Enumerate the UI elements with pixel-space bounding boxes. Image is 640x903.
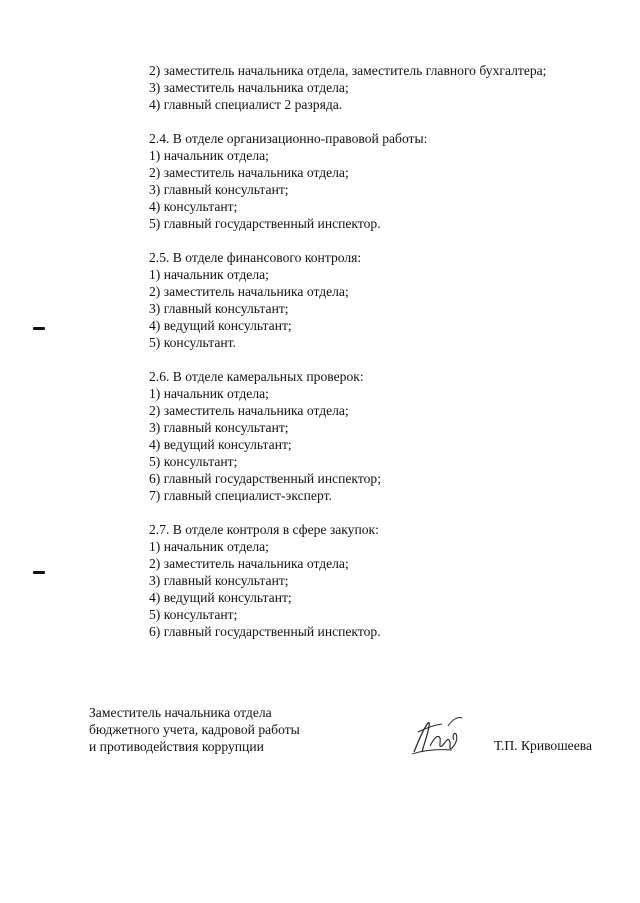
- list-item: 5) главный государственный инспектор.: [149, 216, 381, 231]
- section-heading: 2.4. В отделе организационно-правовой работы:: [149, 131, 428, 146]
- section-heading: 2.5. В отделе финансового контроля:: [149, 250, 362, 265]
- list-item: 2) заместитель начальника отдела;: [149, 556, 349, 571]
- list-item: 1) начальник отдела;: [149, 148, 269, 163]
- list-item: 4) ведущий консультант;: [149, 590, 292, 605]
- list-item: 5) консультант.: [149, 335, 236, 350]
- list-item: 4) ведущий консультант;: [149, 437, 292, 452]
- list-item: 3) главный консультант;: [149, 301, 289, 316]
- list-item: 7) главный специалист-эксперт.: [149, 488, 332, 503]
- intro-list: [149, 62, 619, 113]
- section-2-4: [149, 130, 619, 232]
- list-item: 3) главный консультант;: [149, 420, 289, 435]
- signer-position: [89, 704, 300, 755]
- list-item: 1) начальник отдела;: [149, 386, 269, 401]
- margin-mark: [33, 571, 45, 574]
- list-item: 4) ведущий консультант;: [149, 318, 292, 333]
- margin-mark: [33, 327, 45, 330]
- list-item: 2) заместитель начальника отдела;: [149, 284, 349, 299]
- list-item: 2) заместитель начальника отдела;: [149, 403, 349, 418]
- list-item: 5) консультант;: [149, 454, 238, 469]
- position-line: и противодействия коррупции: [89, 739, 264, 754]
- list-item: 6) главный государственный инспектор.: [149, 624, 381, 639]
- handwritten-signature: [408, 712, 468, 758]
- section-heading: 2.6. В отделе камеральных проверок:: [149, 369, 364, 384]
- list-item: 2) заместитель начальника отдела;: [149, 165, 349, 180]
- document-body: [149, 62, 619, 640]
- section-heading: 2.7. В отделе контроля в сфере закупок:: [149, 522, 379, 537]
- list-item: 1) начальник отдела;: [149, 267, 269, 282]
- list-item: 3) заместитель начальника отдела;: [149, 80, 349, 95]
- list-item: 5) консультант;: [149, 607, 238, 622]
- section-2-6: [149, 368, 619, 504]
- list-item: 6) главный государственный инспектор;: [149, 471, 381, 486]
- section-2-7: [149, 521, 619, 640]
- list-item: 4) консультант;: [149, 199, 238, 214]
- position-line: бюджетного учета, кадровой работы: [89, 722, 300, 737]
- position-line: Заместитель начальника отдела: [89, 705, 272, 720]
- list-item: 3) главный консультант;: [149, 182, 289, 197]
- signer-name: Т.П. Кривошеева: [494, 738, 593, 753]
- list-item: 1) начальник отдела;: [149, 539, 269, 554]
- section-2-5: [149, 249, 619, 351]
- list-item: 3) главный консультант;: [149, 573, 289, 588]
- list-item: 2) заместитель начальника отдела, заместитель главного бухгалтера;: [149, 63, 547, 78]
- list-item: 4) главный специалист 2 разряда.: [149, 97, 343, 112]
